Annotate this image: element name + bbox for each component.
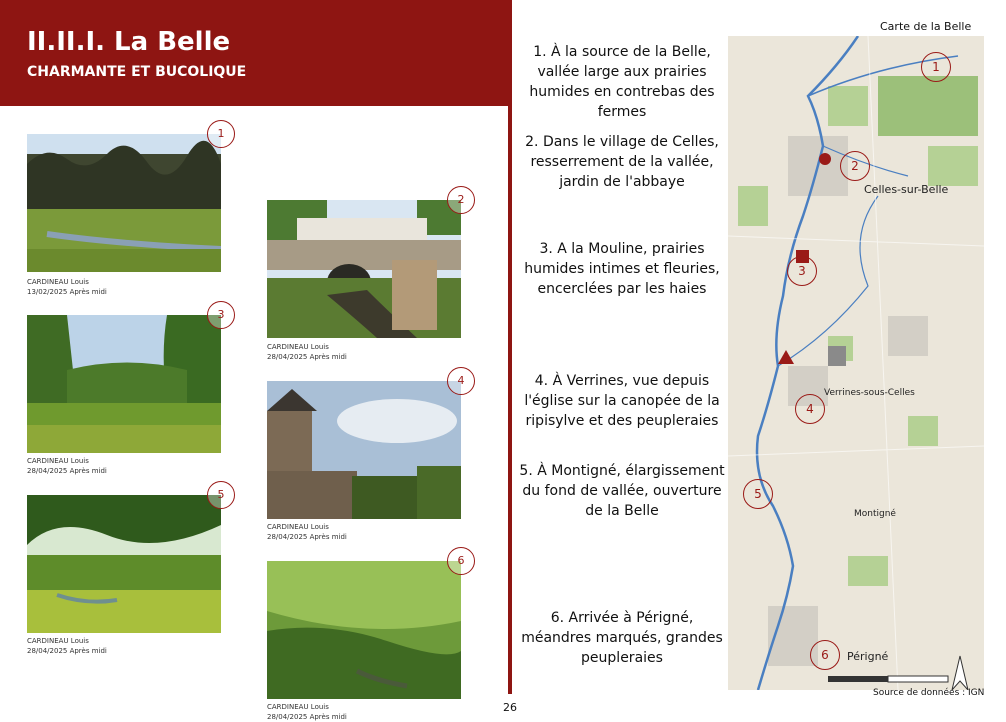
caption-author: CARDINEAU Louis (27, 637, 89, 645)
description-3: 3. A la Mouline, prairies humides intimes et fleuries, encerclées par les haies (524, 241, 720, 297)
map-label-montigne: Montigné (854, 509, 896, 519)
photo-caption-3 (27, 456, 107, 476)
photo-number-6: 6 (447, 547, 475, 575)
photo-5 (27, 495, 221, 633)
map-marker-1: 1 (921, 52, 951, 82)
map (728, 36, 984, 690)
section-title: II.II.I. La Belle (27, 27, 231, 57)
map-marker-6: 6 (810, 640, 840, 670)
caption-author: CARDINEAU Louis (267, 523, 329, 531)
map-label-perigne: Périgné (847, 650, 889, 663)
map-title: Carte de la Belle (880, 20, 972, 33)
description-4: 4. À Verrines, vue depuis l'église sur la canopée de la ripisylve et des peupleraies (524, 373, 720, 429)
page-number: 26 (503, 701, 517, 714)
caption-author: CARDINEAU Louis (27, 457, 89, 465)
photo-caption-2 (267, 342, 347, 362)
map-marker-3: 3 (787, 256, 817, 286)
description-1: 1. À la source de la Belle, vallée large aux prairies humides en contrebas des fermes (529, 44, 715, 120)
photo-caption-5 (27, 636, 107, 656)
photo-number-2: 2 (447, 186, 475, 214)
description-6: 6. Arrivée à Périgné, méandres marqués, grandes peupleraies (521, 610, 723, 666)
vertical-divider (508, 106, 512, 694)
photo-number-3: 3 (207, 301, 235, 329)
photo-3 (27, 315, 221, 453)
photo-caption-6 (267, 702, 347, 722)
caption-date: 28/04/2025 Après midi (27, 647, 107, 655)
section-subtitle: CHARMANTE ET BUCOLIQUE (27, 64, 247, 80)
caption-date: 28/04/2025 Après midi (267, 353, 347, 361)
map-marker-4: 4 (795, 394, 825, 424)
map-marker-2: 2 (840, 151, 870, 181)
photo-number-4: 4 (447, 367, 475, 395)
map-label-celles: Celles-sur-Belle (864, 183, 949, 196)
map-source: Source de données : IGN (873, 688, 985, 698)
caption-author: CARDINEAU Louis (267, 343, 329, 351)
photo-1 (27, 134, 221, 272)
description-5: 5. À Montigné, élargissement du fond de vallée, ouverture de la Belle (519, 463, 725, 519)
section-header (0, 0, 512, 106)
photo-caption-4 (267, 522, 347, 542)
photo-number-5: 5 (207, 481, 235, 509)
caption-date: 28/04/2025 Après midi (267, 713, 347, 721)
description-2: 2. Dans le village de Celles, resserrement de la vallée, jardin de l'abbaye (525, 134, 719, 190)
caption-date: 13/02/2025 Après midi (27, 288, 107, 296)
caption-author: CARDINEAU Louis (267, 703, 329, 711)
photo-2 (267, 200, 461, 338)
photo-caption-1 (27, 277, 107, 297)
photo-4 (267, 381, 461, 519)
caption-author: CARDINEAU Louis (27, 278, 89, 286)
photo-number-1: 1 (207, 120, 235, 148)
photo-6 (267, 561, 461, 699)
caption-date: 28/04/2025 Après midi (267, 533, 347, 541)
map-label-verrines: Verrines-sous-Celles (824, 388, 915, 398)
map-marker-5: 5 (743, 479, 773, 509)
caption-date: 28/04/2025 Après midi (27, 467, 107, 475)
